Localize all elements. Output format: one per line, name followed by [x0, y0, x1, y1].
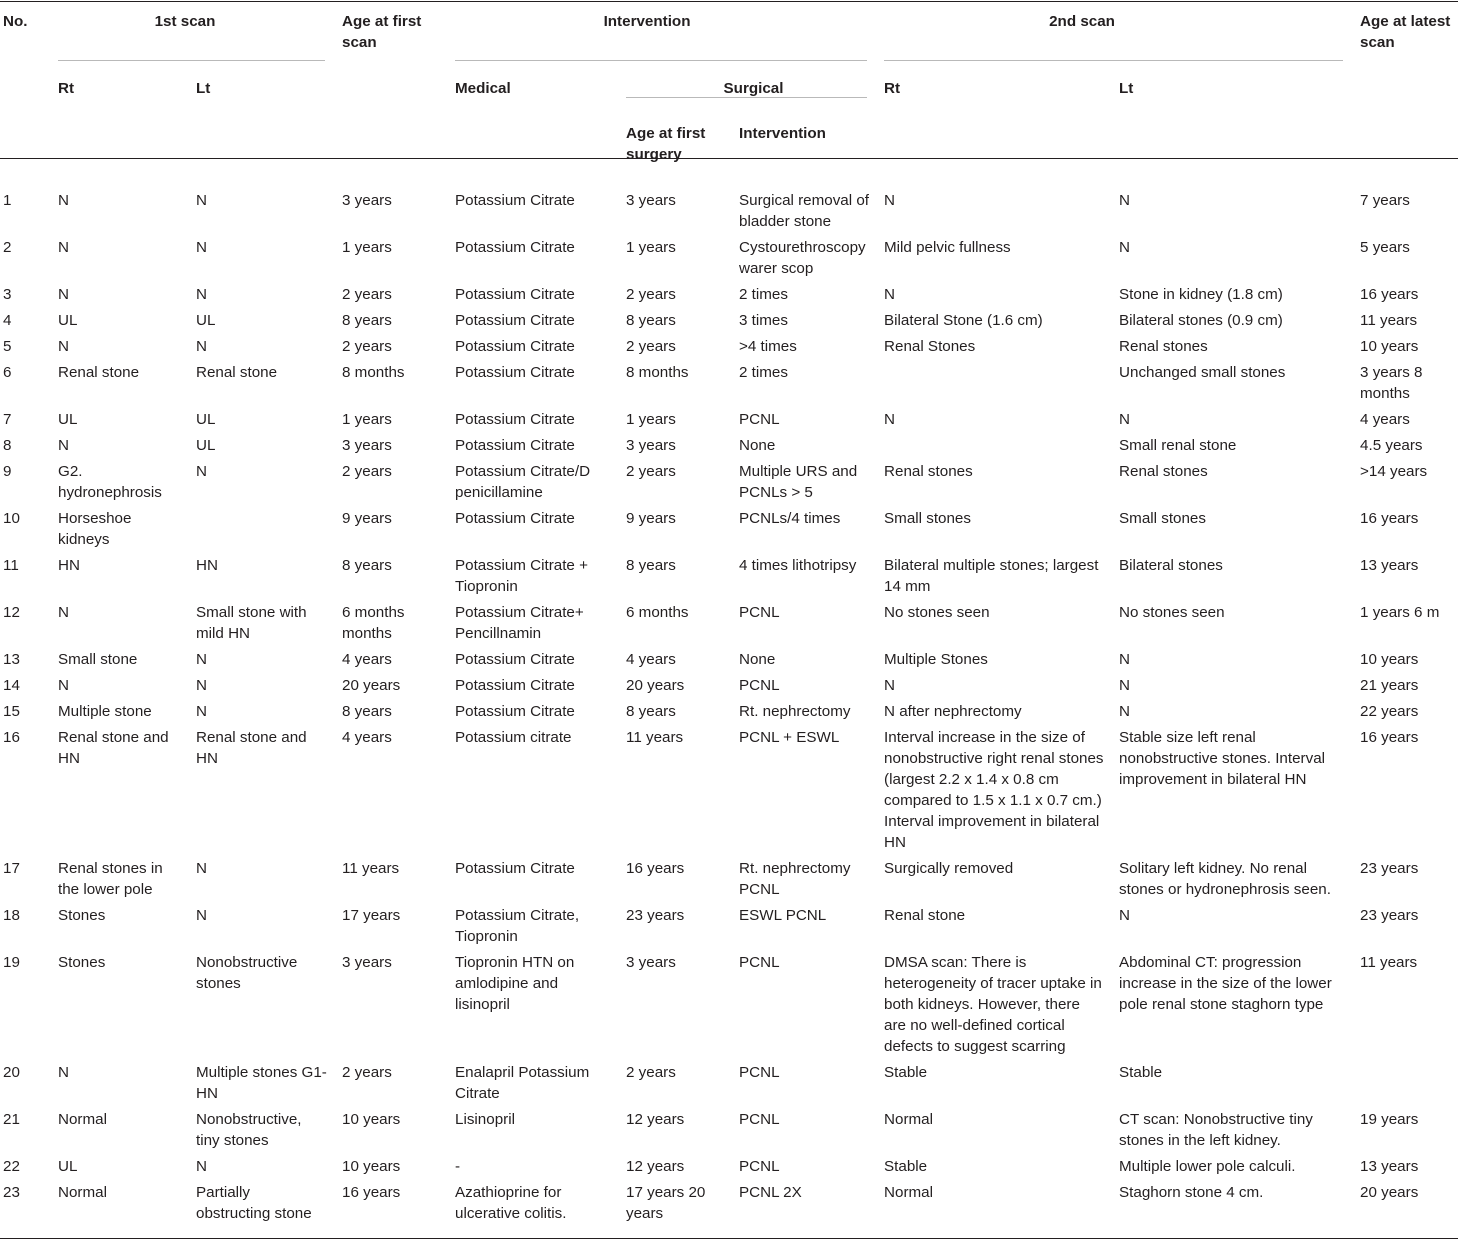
cell-medical: Enalapril Potassium Citrate: [455, 1064, 590, 1102]
cell-scan1-lt: N: [196, 1158, 207, 1175]
cell-scan2-rt: Multiple Stones: [884, 651, 988, 668]
cell-scan1-rt: Renal stone: [58, 364, 140, 381]
cell-medical: Potassium Citrate, Tiopronin: [455, 907, 580, 945]
cell-age-first-scan: 1 years: [342, 411, 392, 428]
cell-age-first-surgery: 2 years: [626, 463, 676, 480]
cell-scan2-lt: N: [1119, 192, 1130, 209]
cell-no: 22: [3, 1158, 20, 1175]
cell-scan2-lt: CT scan: Nonobstructive tiny stones in the left kidney.: [1119, 1111, 1313, 1149]
cell-scan2-rt: DMSA scan: There is heterogeneity of tracer uptake in both kidneys. However, there are no well-defined cortical defects to suggest scarring: [884, 954, 1102, 1055]
cell-age-first-scan: 4 years: [342, 729, 392, 746]
cell-medical: Potassium Citrate+ Pencillnamin: [455, 604, 584, 642]
cell-scan1-lt: Nonobstructive, tiny stones: [196, 1111, 302, 1149]
cell-age-latest-scan: 21 years: [1360, 677, 1419, 694]
cell-surgical-intervention: 4 times lithotripsy: [739, 557, 857, 574]
cell-surgical-intervention: PCNL: [739, 677, 780, 694]
cell-age-first-scan: 16 years: [342, 1184, 401, 1201]
cell-no: 23: [3, 1184, 20, 1201]
cell-age-latest-scan: 13 years: [1360, 1158, 1419, 1175]
cell-scan1-rt: G2. hydronephrosis: [58, 463, 162, 501]
cell-age-first-scan: 2 years: [342, 463, 392, 480]
cell-surgical-intervention: PCNLs/4 times: [739, 510, 841, 527]
cell-scan1-lt: Partially obstructing stone: [196, 1184, 312, 1222]
cell-age-first-surgery: 2 years: [626, 338, 676, 355]
cell-age-first-scan: 1 years: [342, 239, 392, 256]
cell-age-latest-scan: 13 years: [1360, 557, 1419, 574]
cell-age-first-surgery: 8 months: [626, 364, 689, 381]
cell-age-latest-scan: 11 years: [1360, 312, 1418, 329]
cell-scan2-lt: Bilateral stones: [1119, 557, 1223, 574]
cell-age-first-surgery: 12 years: [626, 1158, 685, 1175]
cell-scan2-lt: Unchanged small stones: [1119, 364, 1286, 381]
cell-scan2-rt: Stable: [884, 1158, 928, 1175]
cell-scan1-lt: Multiple stones G1-HN: [196, 1064, 327, 1102]
cell-age-first-surgery: 23 years: [626, 907, 685, 924]
cell-scan1-lt: [196, 503, 342, 550]
cell-scan2-lt: N: [1119, 651, 1130, 668]
cell-age-first-surgery: 16 years: [626, 860, 685, 877]
cell-age-first-scan: 3 years: [342, 192, 392, 209]
cell-surgical-intervention: 3 times: [739, 312, 788, 329]
cell-age-first-surgery: 3 years: [626, 437, 676, 454]
cell-age-latest-scan: 3 years 8 months: [1360, 364, 1423, 402]
cell-scan1-lt: N: [196, 907, 207, 924]
cell-scan2-lt: N: [1119, 239, 1130, 256]
cell-age-latest-scan: 5 years: [1360, 239, 1410, 256]
cell-medical: Potassium Citrate: [455, 437, 575, 454]
cell-age-latest-scan: 4.5 years: [1360, 437, 1423, 454]
cell-age-latest-scan: 23 years: [1360, 860, 1419, 877]
cell-medical: -: [455, 1158, 461, 1175]
cell-scan2-lt: Solitary left kidney. No renal stones or hydronephrosis seen.: [1119, 860, 1331, 898]
cell-scan1-rt: N: [58, 338, 69, 355]
cell-scan1-lt: UL: [196, 411, 216, 428]
cell-no: 17: [3, 860, 20, 877]
cell-age-first-scan: 17 years: [342, 907, 401, 924]
cell-medical: Lisinopril: [455, 1111, 515, 1128]
header-no: No.: [3, 13, 28, 30]
cell-medical: Potassium Citrate: [455, 651, 575, 668]
cell-no: 20: [3, 1064, 20, 1081]
cell-age-first-scan: 10 years: [342, 1158, 401, 1175]
cell-surgical-intervention: Rt. nephrectomy: [739, 703, 851, 720]
cell-medical: Potassium Citrate + Tiopronin: [455, 557, 588, 595]
cell-surgical-intervention: PCNL: [739, 1158, 780, 1175]
cell-scan2-rt: Normal: [884, 1184, 933, 1201]
cell-age-first-surgery: 3 years: [626, 954, 676, 971]
table-row: [0, 597, 1458, 644]
cell-no: 19: [3, 954, 20, 971]
table-bottom-rule: [0, 1238, 1458, 1239]
header-age-first-surgery: Age at first surgery: [626, 125, 706, 163]
cell-scan1-rt: HN: [58, 557, 80, 574]
header-scan1: 1st scan: [154, 13, 216, 30]
cell-scan1-rt: Stones: [58, 954, 106, 971]
table-row: [0, 178, 1458, 232]
cell-age-latest-scan: 23 years: [1360, 907, 1419, 924]
cell-age-first-surgery: 2 years: [626, 1064, 676, 1081]
cell-scan2-lt: Bilateral stones (0.9 cm): [1119, 312, 1283, 329]
cell-scan2-rt: Surgically removed: [884, 860, 1014, 877]
table-row: [0, 232, 1458, 279]
cell-medical: Potassium Citrate: [455, 312, 575, 329]
cell-surgical-intervention: PCNL: [739, 604, 780, 621]
cell-scan2-lt: Stable size left renal nonobstructive stones. Interval improvement in bilateral HN: [1119, 729, 1326, 788]
cell-scan1-lt: N: [196, 192, 207, 209]
cell-surgical-intervention: ESWL PCNL: [739, 907, 827, 924]
cell-scan1-lt: N: [196, 239, 207, 256]
cell-age-latest-scan: 4 years: [1360, 411, 1410, 428]
cell-no: 2: [3, 239, 12, 256]
cell-scan2-rt: N: [884, 411, 895, 428]
cell-medical: Potassium Citrate: [455, 338, 575, 355]
cell-scan1-lt: Renal stone: [196, 364, 278, 381]
cell-age-latest-scan: 1 years 6 m: [1360, 604, 1440, 621]
table-row: [0, 305, 1458, 331]
cell-scan2-rt: Small stones: [884, 510, 971, 527]
table-row: [0, 503, 1458, 550]
table-row: [0, 722, 1458, 853]
cell-scan1-rt: UL: [58, 411, 78, 428]
cell-medical: Potassium Citrate: [455, 192, 575, 209]
cell-age-latest-scan: 16 years: [1360, 729, 1419, 746]
cell-age-latest-scan: 20 years: [1360, 1184, 1419, 1201]
cell-scan2-lt: N: [1119, 411, 1130, 428]
cell-surgical-intervention: Rt. nephrectomy PCNL: [739, 860, 851, 898]
cell-age-first-surgery: 9 years: [626, 510, 676, 527]
cell-scan2-lt: N: [1119, 907, 1130, 924]
cell-scan2-lt: Stone in kidney (1.8 cm): [1119, 286, 1283, 303]
cell-no: 13: [3, 651, 20, 668]
table-row: [0, 1177, 1458, 1226]
cell-medical: Potassium Citrate: [455, 286, 575, 303]
table-row: [0, 357, 1458, 404]
cell-surgical-intervention: PCNL 2X: [739, 1184, 802, 1201]
cell-scan2-lt: Small stones: [1119, 510, 1206, 527]
cell-surgical-intervention: Surgical removal of bladder stone: [739, 192, 870, 230]
cell-age-first-scan: 3 years: [342, 437, 392, 454]
cell-medical: Tiopronin HTN on amlodipine and lisinopril: [455, 954, 575, 1013]
header-medical: Medical: [455, 80, 511, 97]
table-row: [0, 430, 1458, 456]
cell-no: 14: [3, 677, 20, 694]
cell-age-first-scan: 8 years: [342, 312, 392, 329]
cell-scan1-rt: UL: [58, 312, 78, 329]
cell-age-first-scan: 11 years: [342, 860, 400, 877]
cell-scan2-rt: N: [884, 192, 895, 209]
cell-age-first-surgery: 6 months: [626, 604, 689, 621]
cell-age-first-surgery: 8 years: [626, 312, 676, 329]
cell-no: 6: [3, 364, 12, 381]
cell-age-first-surgery: 1 years: [626, 239, 676, 256]
cell-scan2-rt: Renal stones: [884, 463, 973, 480]
cell-scan2-rt: Normal: [884, 1111, 933, 1128]
cell-scan1-lt: N: [196, 463, 207, 480]
cell-scan1-rt: Normal: [58, 1111, 107, 1128]
cell-scan2-lt: Small renal stone: [1119, 437, 1237, 454]
table-row: [0, 947, 1458, 1057]
cell-scan1-rt: Small stone: [58, 651, 138, 668]
cell-age-first-scan: 2 years: [342, 286, 392, 303]
cell-no: 5: [3, 338, 12, 355]
cell-age-first-surgery: 2 years: [626, 286, 676, 303]
cell-medical: Potassium Citrate: [455, 364, 575, 381]
cell-scan2-lt: Staghorn stone 4 cm.: [1119, 1184, 1264, 1201]
cell-medical: Potassium Citrate: [455, 411, 575, 428]
table-row: [0, 331, 1458, 357]
cell-scan2-rt: Bilateral multiple stones; largest 14 mm: [884, 557, 1099, 595]
cell-no: 4: [3, 312, 12, 329]
cell-age-first-surgery: 4 years: [626, 651, 676, 668]
cell-no: 18: [3, 907, 20, 924]
header-age-first-scan: Age at first scan: [342, 13, 422, 51]
table-row: [0, 456, 1458, 503]
cell-medical: Potassium Citrate: [455, 239, 575, 256]
cell-no: 15: [3, 703, 20, 720]
cell-medical: Potassium Citrate/D penicillamine: [455, 463, 591, 501]
cell-no: 7: [3, 411, 12, 428]
cell-scan2-lt: Stable: [1119, 1064, 1163, 1081]
cell-scan1-rt: N: [58, 677, 69, 694]
header-lt: Lt: [196, 80, 211, 97]
cell-scan1-rt: N: [58, 437, 69, 454]
table-body: [0, 178, 1458, 1226]
cell-scan2-rt: Mild pelvic fullness: [884, 239, 1011, 256]
header-age-latest-scan: Age at latest scan: [1360, 13, 1451, 51]
header-surgical: Surgical: [723, 80, 784, 97]
header-rt-2: Rt: [884, 80, 901, 97]
cell-surgical-intervention: PCNL: [739, 1111, 780, 1128]
cell-age-latest-scan: >14 years: [1360, 463, 1428, 480]
cell-age-first-surgery: 11 years: [626, 729, 684, 746]
cell-medical: Potassium Citrate: [455, 677, 575, 694]
cell-scan1-lt: N: [196, 703, 207, 720]
table-row: [0, 644, 1458, 670]
table-row: [0, 550, 1458, 597]
cell-age-latest-scan: 10 years: [1360, 338, 1419, 355]
cell-scan1-lt: Nonobstructive stones: [196, 954, 298, 992]
cell-scan1-rt: Multiple stone: [58, 703, 152, 720]
cell-surgical-intervention: PCNL: [739, 411, 780, 428]
cell-age-first-surgery: 12 years: [626, 1111, 685, 1128]
table-row: [0, 900, 1458, 947]
cell-age-first-scan: 4 years: [342, 651, 392, 668]
cell-scan1-lt: N: [196, 286, 207, 303]
cell-surgical-intervention: 2 times: [739, 364, 788, 381]
cell-scan1-lt: N: [196, 860, 207, 877]
cell-age-first-scan: 8 months: [342, 364, 405, 381]
cell-scan1-rt: N: [58, 239, 69, 256]
cell-scan1-rt: Horseshoe kidneys: [58, 510, 132, 548]
cell-age-first-scan: 9 years: [342, 510, 392, 527]
header-intervention: Intervention: [603, 13, 691, 30]
cell-age-first-scan: 3 years: [342, 954, 392, 971]
cell-scan2-rt: No stones seen: [884, 604, 990, 621]
cell-no: 8: [3, 437, 12, 454]
table-row: [0, 279, 1458, 305]
cell-scan2-rt: N: [884, 677, 895, 694]
cell-surgical-intervention: PCNL + ESWL: [739, 729, 840, 746]
table-row: [0, 853, 1458, 900]
cell-scan1-rt: N: [58, 286, 69, 303]
cell-scan2-rt: Stable: [884, 1064, 928, 1081]
cell-scan2-lt: Abdominal CT: progression increase in the size of the lower pole renal stone staghorn type: [1119, 954, 1332, 1013]
cell-surgical-intervention: None: [739, 437, 776, 454]
cell-age-first-surgery: 8 years: [626, 557, 676, 574]
cell-scan2-rt: N after nephrectomy: [884, 703, 1022, 720]
cell-no: 12: [3, 604, 20, 621]
cell-scan2-lt: Renal stones: [1119, 463, 1208, 480]
header-surgical-intervention: Intervention: [739, 125, 826, 142]
table-row: [0, 404, 1458, 430]
cell-medical: Potassium Citrate: [455, 860, 575, 877]
cell-age-first-scan: 2 years: [342, 338, 392, 355]
cell-scan1-rt: Renal stones in the lower pole: [58, 860, 163, 898]
header-rt: Rt: [58, 80, 75, 97]
cell-medical: Potassium citrate: [455, 729, 572, 746]
cell-scan1-rt: N: [58, 1064, 69, 1081]
cell-scan1-lt: N: [196, 677, 207, 694]
cell-scan1-rt: N: [58, 192, 69, 209]
cell-scan2-rt: [884, 357, 1119, 404]
cell-medical: Potassium Citrate: [455, 510, 575, 527]
cell-age-latest-scan: 19 years: [1360, 1111, 1419, 1128]
cell-scan2-rt: Renal Stones: [884, 338, 976, 355]
cell-scan1-lt: Renal stone and HN: [196, 729, 307, 767]
cell-age-latest-scan: 22 years: [1360, 703, 1419, 720]
cell-age-latest-scan: 16 years: [1360, 510, 1419, 527]
cell-age-latest-scan: 7 years: [1360, 192, 1410, 209]
table-row: [0, 1104, 1458, 1151]
cell-scan1-lt: N: [196, 651, 207, 668]
cell-surgical-intervention: Multiple URS and PCNLs > 5: [739, 463, 858, 501]
cell-scan1-lt: HN: [196, 557, 218, 574]
cell-scan2-lt: N: [1119, 677, 1130, 694]
cell-age-first-scan: 6 months months: [342, 604, 405, 642]
cell-scan1-rt: Normal: [58, 1184, 107, 1201]
cell-scan1-rt: N: [58, 604, 69, 621]
cell-age-first-surgery: 8 years: [626, 703, 676, 720]
table-row: [0, 670, 1458, 696]
cell-age-first-scan: 8 years: [342, 557, 392, 574]
cell-no: 10: [3, 510, 20, 527]
cell-surgical-intervention: None: [739, 651, 776, 668]
cell-scan2-lt: Renal stones: [1119, 338, 1208, 355]
cell-scan2-rt: Bilateral Stone (1.6 cm): [884, 312, 1043, 329]
cell-age-latest-scan: [1360, 1057, 1458, 1104]
cell-no: 16: [3, 729, 20, 746]
cell-scan1-lt: UL: [196, 312, 216, 329]
table-row: [0, 1057, 1458, 1104]
cell-age-latest-scan: 10 years: [1360, 651, 1419, 668]
cell-no: 21: [3, 1111, 20, 1128]
cell-age-first-scan: 10 years: [342, 1111, 401, 1128]
cell-scan1-lt: N: [196, 338, 207, 355]
cell-age-latest-scan: 16 years: [1360, 286, 1419, 303]
table-row: [0, 1151, 1458, 1177]
cell-scan2-rt: Interval increase in the size of nonobstructive right renal stones (largest 2.2 x 1.4 x 0.8 cm compared to 1.5 x 1.1 x 0.7 cm.) Interval improvement in bilateral HN: [884, 729, 1104, 851]
cell-age-first-scan: 8 years: [342, 703, 392, 720]
cell-medical: Azathioprine for ulcerative colitis.: [455, 1184, 567, 1222]
cell-medical: Potassium Citrate: [455, 703, 575, 720]
cell-age-first-surgery: 1 years: [626, 411, 676, 428]
cell-no: 9: [3, 463, 12, 480]
cell-no: 11: [3, 557, 19, 574]
cell-scan2-rt: [884, 430, 1119, 456]
cell-surgical-intervention: Cystourethroscopy warer scop: [739, 239, 866, 277]
cell-surgical-intervention: PCNL: [739, 1064, 780, 1081]
cell-scan2-lt: No stones seen: [1119, 604, 1225, 621]
cell-scan2-rt: Renal stone: [884, 907, 966, 924]
cell-scan1-rt: Renal stone and HN: [58, 729, 169, 767]
cell-scan1-rt: UL: [58, 1158, 78, 1175]
cell-scan2-lt: Multiple lower pole calculi.: [1119, 1158, 1296, 1175]
cell-scan2-rt: N: [884, 286, 895, 303]
cell-age-first-scan: 2 years: [342, 1064, 392, 1081]
header-scan2: 2nd scan: [1049, 13, 1115, 30]
header-lt-2: Lt: [1119, 80, 1134, 97]
cell-age-first-scan: 20 years: [342, 677, 401, 694]
cell-scan1-lt: UL: [196, 437, 216, 454]
cell-age-latest-scan: 11 years: [1360, 954, 1418, 971]
cell-surgical-intervention: 2 times: [739, 286, 788, 303]
cell-age-first-surgery: 17 years 20 years: [626, 1184, 706, 1222]
cell-surgical-intervention: >4 times: [739, 338, 797, 355]
cell-no: 1: [3, 192, 12, 209]
cell-age-first-surgery: 20 years: [626, 677, 685, 694]
table-row: [0, 696, 1458, 722]
cell-scan1-lt: Small stone with mild HN: [196, 604, 307, 642]
cell-age-first-surgery: 3 years: [626, 192, 676, 209]
cell-scan1-rt: Stones: [58, 907, 106, 924]
cell-surgical-intervention: PCNL: [739, 954, 780, 971]
cell-scan2-lt: N: [1119, 703, 1130, 720]
cell-no: 3: [3, 286, 12, 303]
